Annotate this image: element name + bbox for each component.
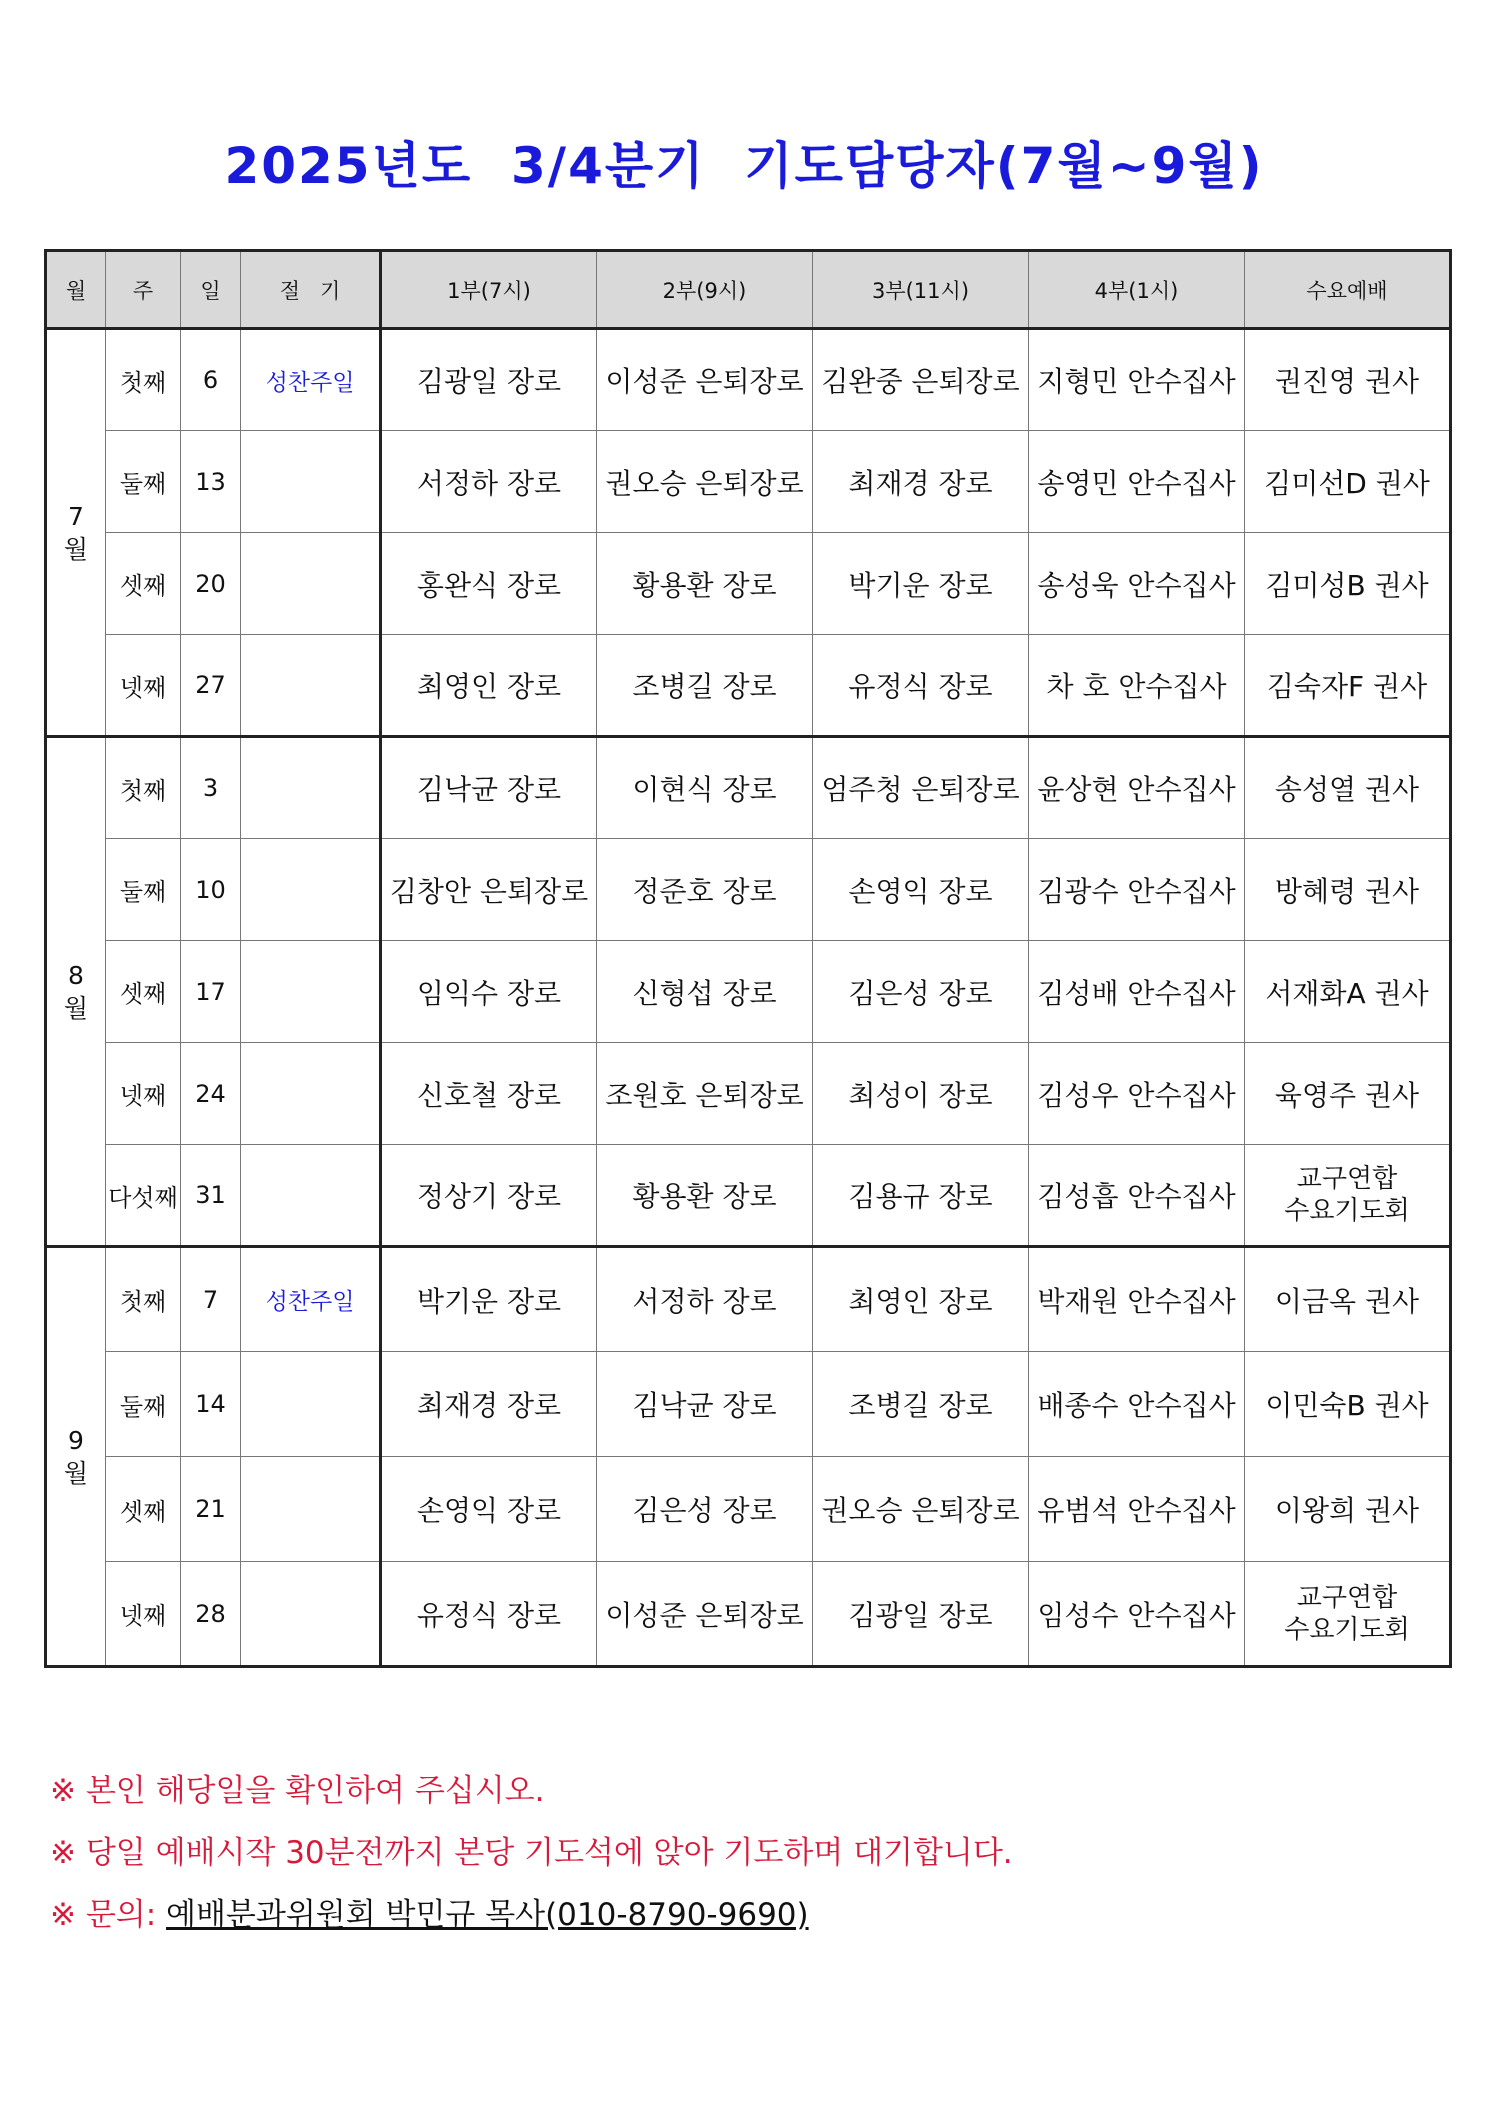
- service-3-cell: 엄주청 은퇴장로: [813, 737, 1029, 839]
- service-2-cell: 이성준 은퇴장로: [597, 1562, 813, 1667]
- table-row: [46, 737, 1451, 839]
- wednesday-cell: 김미선D 권사: [1245, 431, 1451, 533]
- note-contact-info: 예배분과위원회 박민규 목사(010-8790-9690): [166, 1897, 809, 1933]
- week-cell: 둘째: [106, 431, 181, 533]
- service-4-cell: 박재원 안수집사: [1029, 1247, 1245, 1352]
- service-3-cell: 유정식 장로: [813, 635, 1029, 737]
- wednesday-cell: 이금옥 권사: [1245, 1247, 1451, 1352]
- service-4-cell: 차 호 안수집사: [1029, 635, 1245, 737]
- date-cell: 21: [181, 1457, 241, 1562]
- service-3-cell: 김완중 은퇴장로: [813, 329, 1029, 431]
- liturgy-cell: [241, 533, 381, 635]
- liturgy-cell: [241, 431, 381, 533]
- week-cell: 셋째: [106, 941, 181, 1043]
- service-1-cell: 유정식 장로: [381, 1562, 597, 1667]
- service-4-cell: 유범석 안수집사: [1029, 1457, 1245, 1562]
- service-3-cell: 최성이 장로: [813, 1043, 1029, 1145]
- header-month: 월: [46, 251, 106, 329]
- date-cell: 7: [181, 1247, 241, 1352]
- table-row: [46, 1145, 1451, 1247]
- note-contact-prefix: ※ 문의:: [50, 1897, 167, 1933]
- header-service-3: 3부(11시): [813, 251, 1029, 329]
- table-row: [46, 839, 1451, 941]
- liturgy-cell: [241, 1352, 381, 1457]
- service-4-cell: 지형민 안수집사: [1029, 329, 1245, 431]
- date-cell: 31: [181, 1145, 241, 1247]
- wednesday-cell: 김미성B 권사: [1245, 533, 1451, 635]
- date-cell: 17: [181, 941, 241, 1043]
- service-1-cell: 서정하 장로: [381, 431, 597, 533]
- service-3-cell: 조병길 장로: [813, 1352, 1029, 1457]
- header-date: 일: [181, 251, 241, 329]
- service-1-cell: 정상기 장로: [381, 1145, 597, 1247]
- note-arrive-early: ※ 당일 예배시작 30분전까지 본당 기도석에 앉아 기도하며 대기합니다.: [50, 1835, 1013, 1871]
- page-title: 2025년도 3/4분기 기도담당자(7월~9월): [224, 137, 1264, 195]
- week-cell: 첫째: [106, 329, 181, 431]
- date-cell: 20: [181, 533, 241, 635]
- liturgy-cell: [241, 941, 381, 1043]
- week-cell: 다섯째: [106, 1145, 181, 1247]
- table-row: [46, 1247, 1451, 1352]
- week-cell: 둘째: [106, 839, 181, 941]
- service-2-cell: 조원호 은퇴장로: [597, 1043, 813, 1145]
- service-4-cell: 임성수 안수집사: [1029, 1562, 1245, 1667]
- service-4-cell: 김성배 안수집사: [1029, 941, 1245, 1043]
- service-1-cell: 김광일 장로: [381, 329, 597, 431]
- service-1-cell: 홍완식 장로: [381, 533, 597, 635]
- date-cell: 24: [181, 1043, 241, 1145]
- date-cell: 3: [181, 737, 241, 839]
- table-row: [46, 635, 1451, 737]
- service-2-cell: 황용환 장로: [597, 1145, 813, 1247]
- service-3-cell: 손영익 장로: [813, 839, 1029, 941]
- wednesday-cell: 육영주 권사: [1245, 1043, 1451, 1145]
- month-cell: 9 월: [46, 1247, 106, 1667]
- table-row: [46, 329, 1451, 431]
- liturgy-cell: 성찬주일: [241, 329, 381, 431]
- liturgy-cell: [241, 1562, 381, 1667]
- wednesday-cell: 이민숙B 권사: [1245, 1352, 1451, 1457]
- date-cell: 13: [181, 431, 241, 533]
- week-cell: 셋째: [106, 1457, 181, 1562]
- table-row: [46, 1352, 1451, 1457]
- header-week: 주: [106, 251, 181, 329]
- week-cell: 넷째: [106, 1562, 181, 1667]
- liturgy-cell: [241, 1145, 381, 1247]
- note-confirm-date: ※ 본인 해당일을 확인하여 주십시오.: [50, 1773, 545, 1809]
- date-cell: 6: [181, 329, 241, 431]
- service-1-cell: 임익수 장로: [381, 941, 597, 1043]
- note-contact: [50, 1884, 1013, 1946]
- wednesday-cell: 송성열 권사: [1245, 737, 1451, 839]
- liturgy-cell: 성찬주일: [241, 1247, 381, 1352]
- service-1-cell: 최영인 장로: [381, 635, 597, 737]
- service-4-cell: 김성우 안수집사: [1029, 1043, 1245, 1145]
- service-3-cell: 김용규 장로: [813, 1145, 1029, 1247]
- service-2-cell: 정준호 장로: [597, 839, 813, 941]
- date-cell: 28: [181, 1562, 241, 1667]
- service-3-cell: 김은성 장로: [813, 941, 1029, 1043]
- week-cell: 둘째: [106, 1352, 181, 1457]
- service-2-cell: 황용환 장로: [597, 533, 813, 635]
- service-3-cell: 최영인 장로: [813, 1247, 1029, 1352]
- liturgy-cell: [241, 839, 381, 941]
- liturgy-cell: [241, 635, 381, 737]
- week-cell: 셋째: [106, 533, 181, 635]
- wednesday-cell: 방혜령 권사: [1245, 839, 1451, 941]
- month-cell: 8 월: [46, 737, 106, 1247]
- liturgy-cell: [241, 1457, 381, 1562]
- liturgy-cell: [241, 1043, 381, 1145]
- wednesday-cell: 이왕희 권사: [1245, 1457, 1451, 1562]
- service-4-cell: 김광수 안수집사: [1029, 839, 1245, 941]
- prayer-schedule-table: [44, 249, 1452, 1668]
- week-cell: 넷째: [106, 1043, 181, 1145]
- liturgy-cell: [241, 737, 381, 839]
- wednesday-cell: 김숙자F 권사: [1245, 635, 1451, 737]
- service-2-cell: 권오승 은퇴장로: [597, 431, 813, 533]
- wednesday-cell: 서재화A 권사: [1245, 941, 1451, 1043]
- service-2-cell: 이현식 장로: [597, 737, 813, 839]
- service-1-cell: 신호철 장로: [381, 1043, 597, 1145]
- date-cell: 14: [181, 1352, 241, 1457]
- service-1-cell: 최재경 장로: [381, 1352, 597, 1457]
- service-2-cell: 김은성 장로: [597, 1457, 813, 1562]
- service-2-cell: 조병길 장로: [597, 635, 813, 737]
- wednesday-cell: 교구연합 수요기도회: [1245, 1145, 1451, 1247]
- service-1-cell: 손영익 장로: [381, 1457, 597, 1562]
- table-row: [46, 941, 1451, 1043]
- month-cell: 7 월: [46, 329, 106, 737]
- notes-section: [50, 1760, 1013, 1946]
- table-row: [46, 533, 1451, 635]
- service-3-cell: 권오승 은퇴장로: [813, 1457, 1029, 1562]
- header-wednesday: 수요예배: [1245, 251, 1451, 329]
- service-4-cell: 배종수 안수집사: [1029, 1352, 1245, 1457]
- service-4-cell: 김성흡 안수집사: [1029, 1145, 1245, 1247]
- service-2-cell: 김낙균 장로: [597, 1352, 813, 1457]
- header-service-4: 4부(1시): [1029, 251, 1245, 329]
- service-4-cell: 윤상현 안수집사: [1029, 737, 1245, 839]
- header-service-2: 2부(9시): [597, 251, 813, 329]
- date-cell: 10: [181, 839, 241, 941]
- service-1-cell: 김낙균 장로: [381, 737, 597, 839]
- wednesday-cell: 교구연합 수요기도회: [1245, 1562, 1451, 1667]
- week-cell: 첫째: [106, 737, 181, 839]
- service-4-cell: 송성욱 안수집사: [1029, 533, 1245, 635]
- service-2-cell: 신형섭 장로: [597, 941, 813, 1043]
- table-row: [46, 1457, 1451, 1562]
- service-2-cell: 이성준 은퇴장로: [597, 329, 813, 431]
- table-row: [46, 1043, 1451, 1145]
- service-3-cell: 박기운 장로: [813, 533, 1029, 635]
- date-cell: 27: [181, 635, 241, 737]
- service-3-cell: 최재경 장로: [813, 431, 1029, 533]
- table-row: [46, 1562, 1451, 1667]
- service-4-cell: 송영민 안수집사: [1029, 431, 1245, 533]
- week-cell: 넷째: [106, 635, 181, 737]
- table-header-row: [46, 251, 1451, 329]
- week-cell: 첫째: [106, 1247, 181, 1352]
- header-service-1: 1부(7시): [381, 251, 597, 329]
- service-1-cell: 김창안 은퇴장로: [381, 839, 597, 941]
- table-row: [46, 431, 1451, 533]
- header-liturgy: 절 기: [241, 251, 381, 329]
- service-3-cell: 김광일 장로: [813, 1562, 1029, 1667]
- service-1-cell: 박기운 장로: [381, 1247, 597, 1352]
- wednesday-cell: 권진영 권사: [1245, 329, 1451, 431]
- service-2-cell: 서정하 장로: [597, 1247, 813, 1352]
